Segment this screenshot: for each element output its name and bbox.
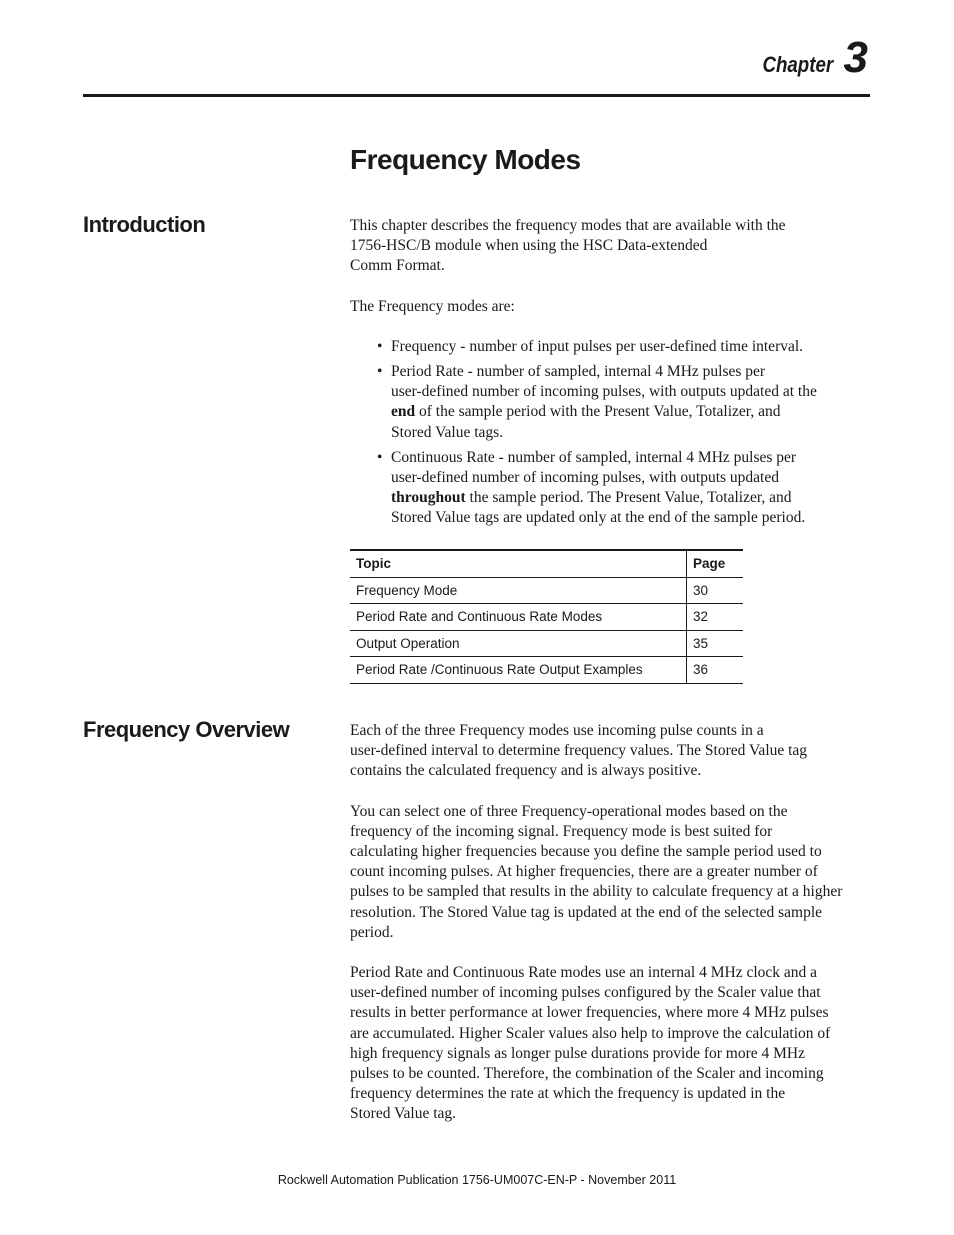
list-item: • Period Rate - number of sampled, internal 4 MHz pulses per user-defined number of incoming pulses, with outputs updated at the end of the sample period with the Present Value, Totalizer, and Stored Value tags. bbox=[377, 362, 868, 443]
table-row bbox=[350, 630, 743, 657]
introduction-body bbox=[350, 216, 868, 534]
table-header-row bbox=[350, 550, 743, 577]
topic-cell: Period Rate and Continuous Rate Modes bbox=[350, 604, 687, 631]
page-cell: 30 bbox=[687, 577, 744, 604]
overview-body bbox=[350, 721, 868, 1125]
table-row bbox=[350, 657, 743, 684]
intro-paragraph-2: The Frequency modes are: bbox=[350, 297, 515, 315]
topic-cell: Period Rate /Continuous Rate Output Examples bbox=[350, 657, 687, 684]
chapter-number: 3 bbox=[843, 33, 868, 82]
table-row bbox=[350, 577, 743, 604]
chapter-header bbox=[750, 33, 868, 82]
page-title: Frequency Modes bbox=[350, 144, 581, 175]
topic-column-header: Topic bbox=[350, 550, 687, 577]
overview-paragraph-3: Period Rate and Continuous Rate modes use an internal 4 MHz clock and a user-defined number of incoming pulses configured by the Scaler value that results in better performance at lower frequencies, where more 4 MHz pulses are accumulated. Higher Scaler values also help to improve the calculation of high frequency signals as longer pulse durations provide for more 4 MHz pulses to be counted. Therefore, the combination of the Scaler and incoming frequency determines the rate at which the frequency is updated in the Stored Value tag. bbox=[350, 964, 831, 1123]
topic-table bbox=[350, 549, 743, 684]
frequency-modes-list bbox=[350, 337, 868, 529]
chapter-label: Chapter bbox=[762, 52, 834, 77]
overview-paragraph-2: You can select one of three Frequency-operational modes based on the frequency of the incoming signal. Frequency mode is best suited for calculating higher frequencies because you define the sample period used to count incoming pulses. At higher frequencies, there are a greater number of pulses to be sampled that results in the ability to calculate frequency at a higher resolution. The Stored Value tag is updated at the end of the selected sample period. bbox=[350, 802, 843, 941]
intro-paragraph-1: This chapter describes the frequency modes that are available with the 1756-HSC/B module when using the HSC Data-extended Comm Format. bbox=[350, 217, 786, 275]
page-cell: 32 bbox=[687, 604, 744, 631]
overview-paragraph-1: Each of the three Frequency modes use incoming pulse counts in a user-defined interval to determine frequency values. The Stored Value tag contains the calculated frequency and is always positive. bbox=[350, 722, 808, 780]
header-rule bbox=[83, 94, 870, 97]
table-row bbox=[350, 604, 743, 631]
list-item: • Frequency - number of input pulses per user-defined time interval. bbox=[377, 337, 868, 357]
frequency-overview-heading: Frequency Overview bbox=[83, 717, 290, 742]
topic-cell: Output Operation bbox=[350, 630, 687, 657]
page-footer: Rockwell Automation Publication 1756-UM007C-EN-P - November 2011 bbox=[277, 1173, 677, 1187]
page-cell: 35 bbox=[687, 630, 744, 657]
page-column-header: Page bbox=[687, 550, 744, 577]
list-item: • Continuous Rate - number of sampled, internal 4 MHz pulses per user-defined number of incoming pulses, with outputs updated throughout the sample period. The Present Value, Totalizer, and Stored Value tags are updated only at the end of the sample period. bbox=[377, 448, 868, 529]
page-cell: 36 bbox=[687, 657, 744, 684]
introduction-heading: Introduction bbox=[83, 212, 206, 237]
topic-cell: Frequency Mode bbox=[350, 577, 687, 604]
